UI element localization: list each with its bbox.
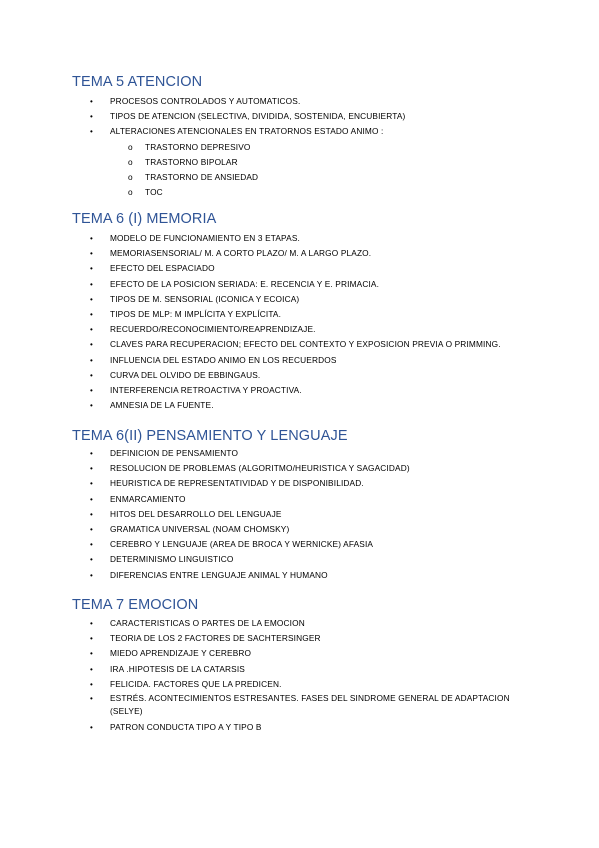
- bullet-icon: •: [90, 385, 93, 395]
- list-item: • IRA .HIPOTESIS DE LA CATARSIS: [0, 662, 530, 677]
- list-item: • INTERFERENCIA RETROACTIVA Y PROACTIVA.: [0, 383, 501, 398]
- bullet-icon: •: [90, 464, 93, 474]
- bullet-icon: •: [90, 619, 93, 628]
- section-list-tema6-memoria: [0, 231, 501, 413]
- list-item: • CLAVES PARA RECUPERACION; EFECTO DEL CONTEXTO Y EXPOSICION PREVIA O PRIMMING.: [0, 337, 501, 352]
- list-item: • TEORIA DE LOS 2 FACTORES DE SACHTERSINGER: [0, 631, 530, 646]
- sub-list-item: o TRASTORNO DEPRESIVO: [0, 140, 405, 155]
- list-item: • DIFERENCIAS ENTRE LENGUAJE ANIMAL Y HUMANO: [0, 568, 410, 583]
- list-item: • RECUERDO/RECONOCIMIENTO/REAPRENDIZAJE.: [0, 322, 501, 337]
- list-item: • PATRON CONDUCTA TIPO A Y TIPO B: [0, 720, 530, 735]
- bullet-icon: •: [90, 370, 93, 380]
- sub-list-item: o TRASTORNO BIPOLAR: [0, 155, 405, 170]
- bullet-icon: •: [90, 340, 93, 350]
- list-item: • CURVA DEL OLVIDO DE EBBINGAUS.: [0, 368, 501, 383]
- list-item: • GRAMATICA UNIVERSAL (NOAM CHOMSKY): [0, 522, 410, 537]
- circle-bullet-icon: o: [128, 141, 133, 152]
- list-item: • TIPOS DE ATENCION (SELECTIVA, DIVIDIDA, SOSTENIDA, ENCUBIERTA): [0, 109, 405, 124]
- section-heading-tema5: TEMA 5 ATENCION: [72, 74, 203, 90]
- list-item: • ENMARCAMIENTO: [0, 492, 410, 507]
- bullet-icon: •: [90, 279, 93, 289]
- list-item: • ESTRÉS. ACONTECIMIENTOS ESTRESANTES. FASES DEL SINDROME GENERAL DE ADAPTACION (SELYE): [90, 692, 510, 717]
- list-item: • MEMORIASENSORIAL/ M. A CORTO PLAZO/ M. A LARGO PLAZO.: [0, 246, 501, 261]
- bullet-icon: •: [90, 264, 93, 274]
- bullet-icon: •: [90, 555, 93, 565]
- section-list-tema5: [0, 94, 405, 200]
- list-item: • MIEDO APRENDIZAJE Y CEREBRO: [0, 646, 530, 661]
- bullet-icon: •: [90, 127, 93, 137]
- bullet-icon: •: [90, 112, 93, 122]
- section-heading-tema6-memoria: TEMA 6 (I) MEMORIA: [72, 211, 217, 227]
- bullet-icon: •: [90, 570, 93, 580]
- circle-bullet-icon: o: [128, 171, 133, 182]
- bullet-icon: •: [90, 294, 93, 304]
- bullet-icon: •: [90, 679, 93, 689]
- list-item: • CARACTERISTICAS O PARTES DE LA EMOCION: [0, 616, 530, 631]
- list-item: • HEURISTICA DE REPRESENTATIVIDAD Y DE DISPONIBILIDAD.: [0, 476, 410, 491]
- circle-bullet-icon: o: [128, 156, 133, 167]
- circle-bullet-icon: o: [128, 187, 133, 198]
- bullet-icon: •: [90, 634, 93, 644]
- bullet-icon: •: [90, 722, 93, 732]
- list-item: • CEREBRO Y LENGUAJE (AREA DE BROCA Y WERNICKE) AFASIA: [0, 537, 410, 552]
- list-item: • TIPOS DE M. SENSORIAL (ICONICA Y ECOICA): [0, 292, 501, 307]
- section-list-tema6-pensamiento: [0, 446, 410, 583]
- bullet-icon: •: [90, 355, 93, 365]
- sub-list-item: o TRASTORNO DE ANSIEDAD: [0, 170, 405, 185]
- section-heading-tema6-pensamiento: TEMA 6(II) PENSAMIENTO Y LENGUAJE: [72, 428, 348, 444]
- list-item: • ALTERACIONES ATENCIONALES EN TRATORNOS ESTADO ANIMO :: [0, 124, 405, 139]
- list-item: • DETERMINISMO LINGUISTICO: [0, 552, 410, 567]
- bullet-icon: •: [90, 509, 93, 519]
- bullet-icon: •: [90, 449, 93, 458]
- section-list-tema7: [0, 616, 530, 735]
- list-item: • FELICIDA. FACTORES QUE LA PREDICEN.: [0, 677, 530, 692]
- section-heading-tema7: TEMA 7 EMOCION: [72, 597, 199, 613]
- bullet-icon: •: [90, 249, 93, 259]
- list-item: • PROCESOS CONTROLADOS Y AUTOMATICOS.: [0, 94, 405, 109]
- list-item: • EFECTO DE LA POSICION SERIADA: E. RECENCIA Y E. PRIMACIA.: [0, 277, 501, 292]
- bullet-icon: •: [90, 524, 93, 534]
- list-item: • EFECTO DEL ESPACIADO: [0, 261, 501, 276]
- bullet-icon: •: [90, 97, 93, 106]
- bullet-icon: •: [90, 401, 93, 411]
- list-item: • INFLUENCIA DEL ESTADO ANIMO EN LOS RECUERDOS: [0, 353, 501, 368]
- bullet-icon: •: [90, 309, 93, 319]
- list-item: • AMNESIA DE LA FUENTE.: [0, 398, 501, 413]
- bullet-icon: •: [90, 693, 93, 703]
- bullet-icon: •: [90, 479, 93, 489]
- bullet-icon: •: [90, 664, 93, 674]
- bullet-icon: •: [90, 649, 93, 659]
- bullet-icon: •: [90, 494, 93, 504]
- list-item: • MODELO DE FUNCIONAMIENTO EN 3 ETAPAS.: [0, 231, 501, 246]
- list-item: • DEFINICION DE PENSAMIENTO: [0, 446, 410, 461]
- bullet-icon: •: [90, 234, 93, 243]
- bullet-icon: •: [90, 540, 93, 550]
- list-item: • TIPOS DE MLP: M IMPLÍCITA Y EXPLÍCITA.: [0, 307, 501, 322]
- sub-list-item: o TOC: [0, 185, 405, 200]
- bullet-icon: •: [90, 325, 93, 335]
- list-item: • RESOLUCION DE PROBLEMAS (ALGORITMO/HEURISTICA Y SAGACIDAD): [0, 461, 410, 476]
- list-item: • HITOS DEL DESARROLLO DEL LENGUAJE: [0, 507, 410, 522]
